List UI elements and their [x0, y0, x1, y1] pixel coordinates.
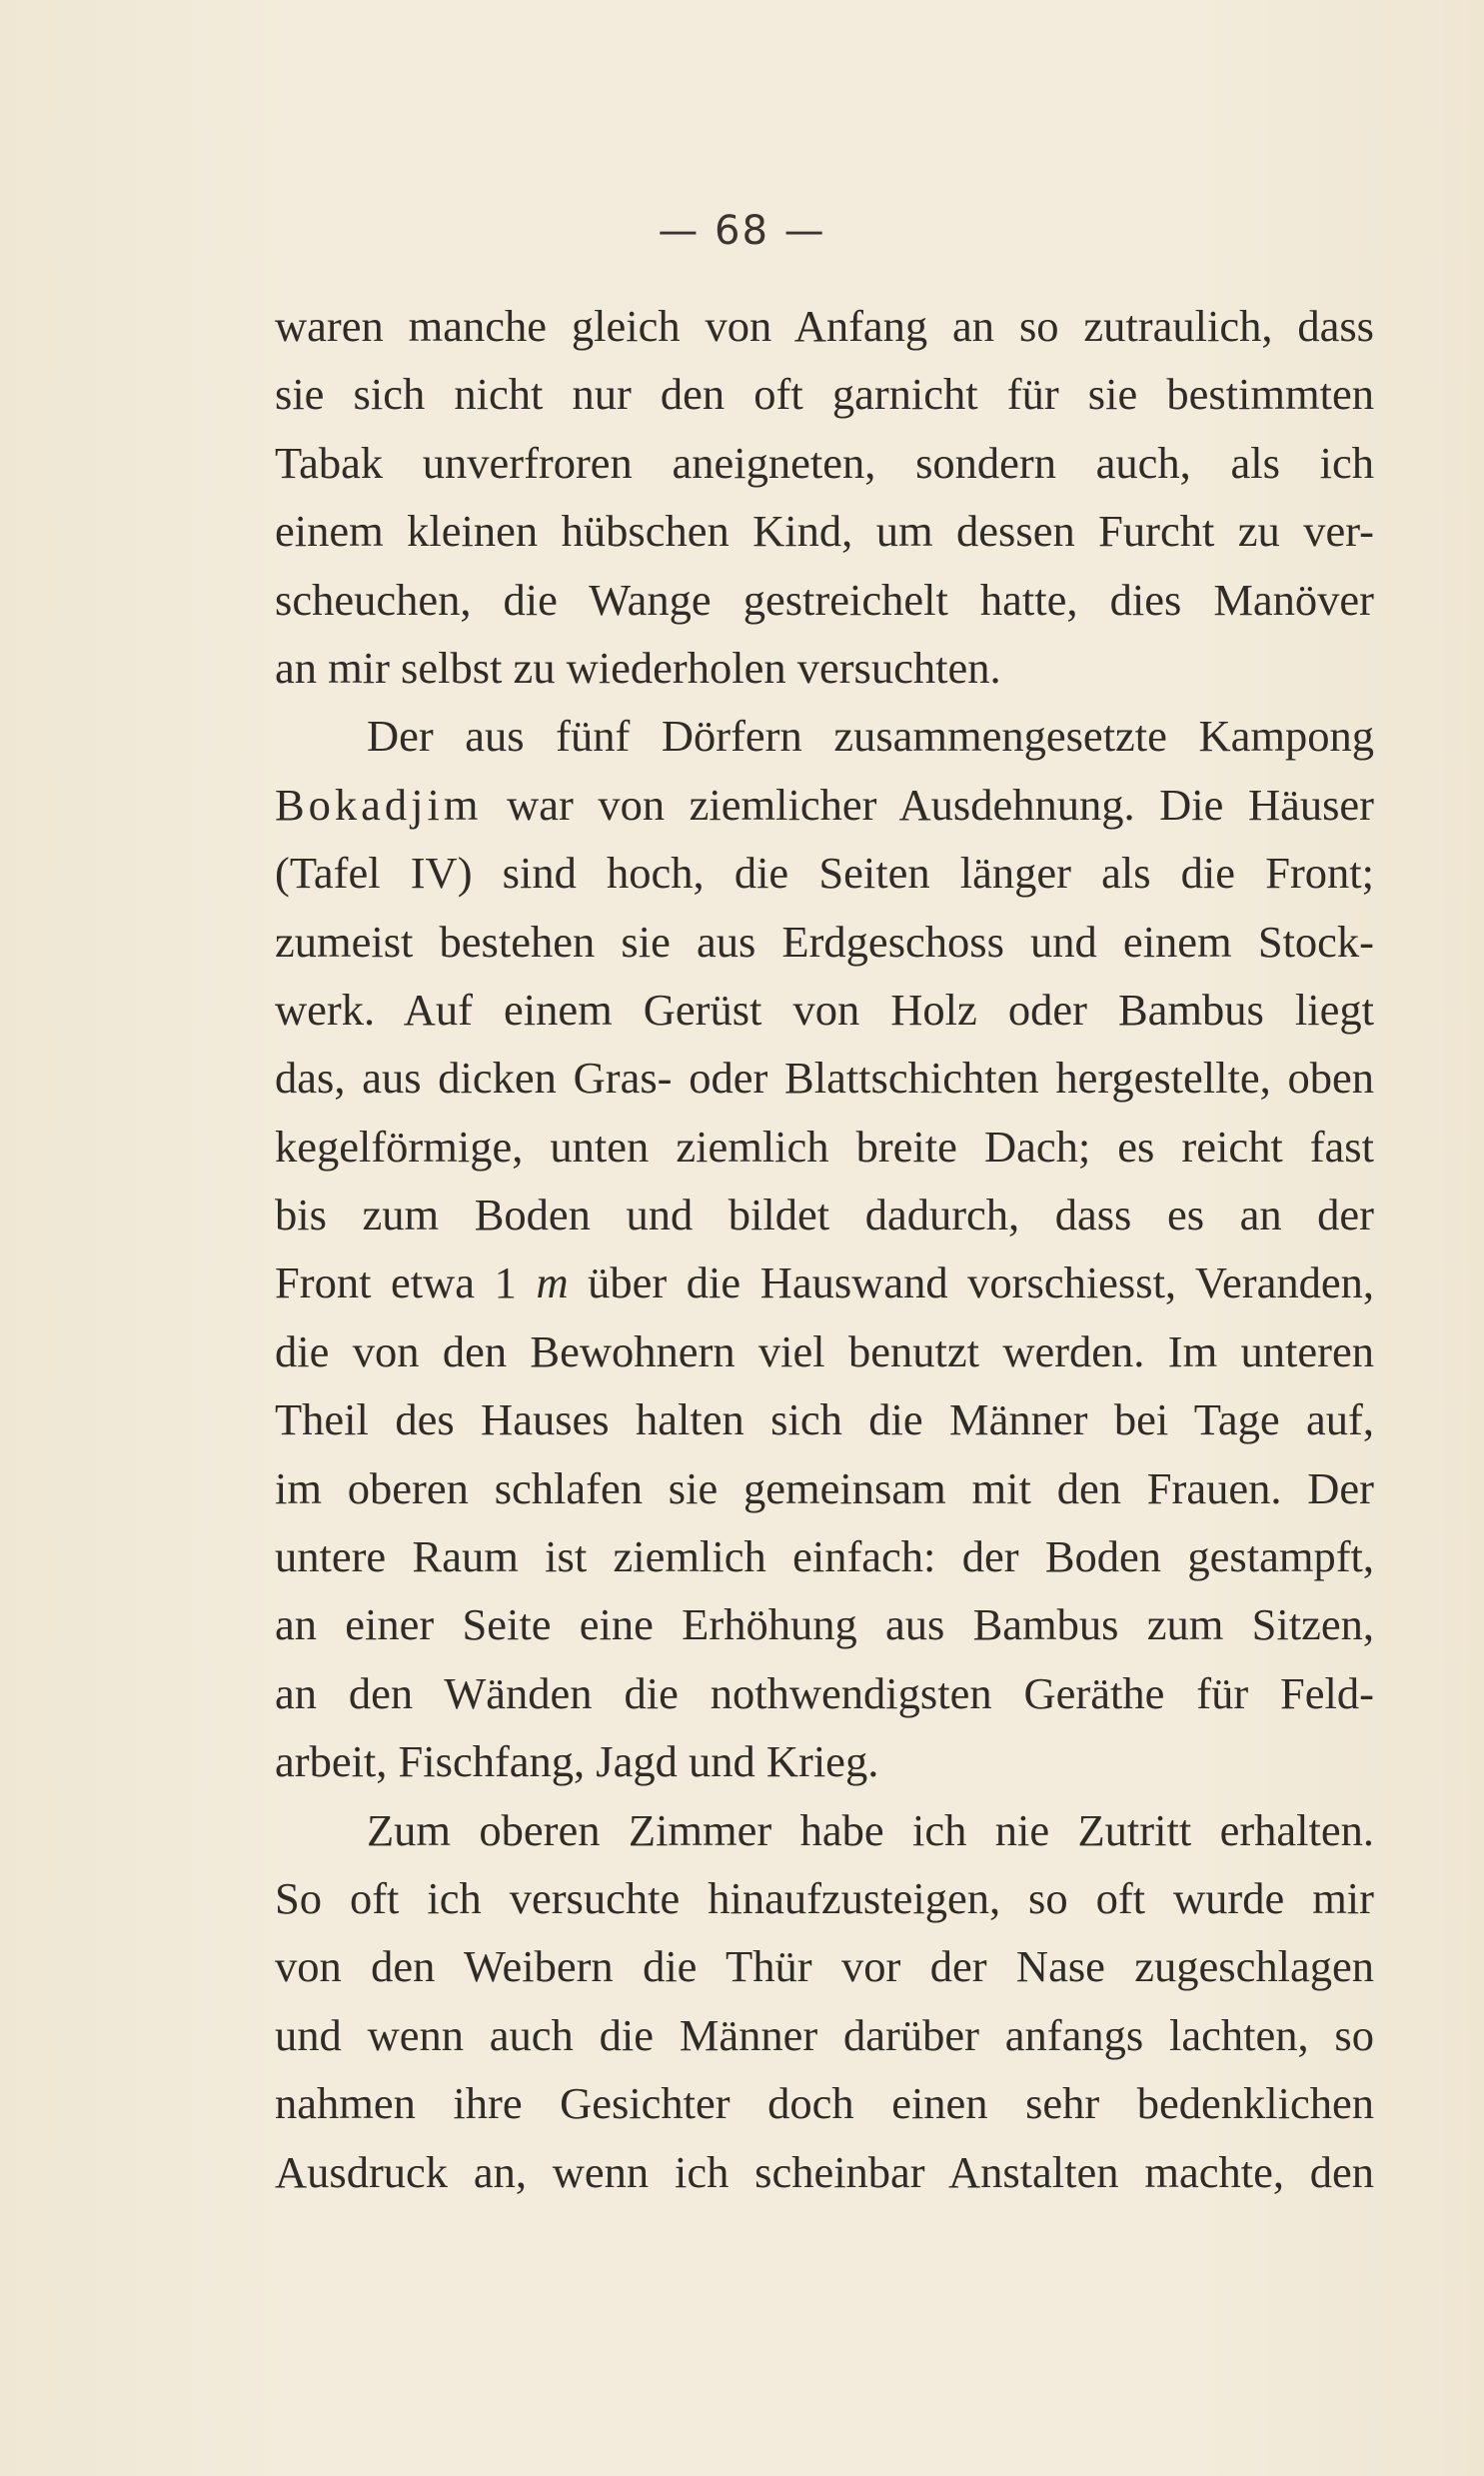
line-rest: war von ziemlicher Ausdehnung. Die Häuser [482, 779, 1374, 830]
text-line [275, 771, 1374, 839]
text-line: bis zum Boden und bildet dadurch, dass es an der [275, 1190, 1374, 1240]
text-line: scheuchen, die Wange gestreichelt hatte, dies Manöver [275, 574, 1374, 625]
text-line: Zum oberen Zimmer habe ich nie Zutritt erhalten. [367, 1804, 1374, 1855]
text-line: im oberen schlafen sie gemeinsam mit den Frauen. Der [275, 1462, 1374, 1513]
text-line: das, aus dicken Gras- oder Blattschichten hergestellte, oben [275, 1053, 1374, 1104]
text-line: zumeist bestehen sie aus Erdgeschoss und einem Stock- [275, 916, 1374, 967]
text-line: Ausdruck an, wenn ich scheinbar Anstalten machte, den [275, 2146, 1374, 2197]
spaced-word: Bokadjim [275, 779, 483, 830]
text-line: einem kleinen hübschen Kind, um dessen Furcht zu ver- [275, 506, 1374, 557]
text-line: die von den Bewohnern viel benutzt werden. Im unteren [275, 1325, 1374, 1376]
text-line: waren manche gleich von Anfang an so zutraulich, dass [275, 301, 1374, 351]
text-line: nahmen ihre Gesichter doch einen sehr bedenklichen [275, 2078, 1374, 2129]
text-line: untere Raum ist ziemlich einfach: der Boden gestampft, [275, 1531, 1374, 1582]
page-number: — 68 — [658, 208, 826, 254]
italic-unit: m [536, 1257, 569, 1308]
text-line: So oft ich versuchte hinaufzusteigen, so oft wurde mir [275, 1872, 1374, 1923]
text-line: Der aus fünf Dörfern zusammengesetzte Kampong [367, 711, 1374, 762]
body-text [275, 292, 1374, 2206]
text-line: Tabak unverfroren aneigneten, sondern auch, als ich [275, 437, 1374, 488]
text-line: werk. Auf einem Gerüst von Holz oder Bambus liegt [275, 984, 1374, 1035]
line-part: Front etwa 1 [275, 1257, 537, 1308]
text-line: Theil des Hauses halten sich die Männer bei Tage auf, [275, 1394, 1374, 1445]
text-line: an einer Seite eine Erhöhung aus Bambus zum Sitzen, [275, 1599, 1374, 1650]
line-part: über die Hauswand vorschiesst, Veranden, [568, 1257, 1374, 1308]
text-line: und wenn auch die Männer darüber anfangs lachten, so [275, 2009, 1374, 2060]
text-line: an mir selbst zu wiederholen versuchten. [275, 642, 1001, 693]
text-line: kegelförmige, unten ziemlich breite Dach; es reicht fast [275, 1121, 1374, 1172]
text-line: von den Weibern die Thür vor der Nase zugeschlagen [275, 1941, 1374, 1992]
text-line [275, 1248, 1374, 1316]
text-line: arbeit, Fischfang, Jagd und Krieg. [275, 1736, 879, 1787]
text-line: sie sich nicht nur den oft garnicht für sie bestimmten [275, 369, 1374, 420]
text-line: an den Wänden die nothwendigsten Geräthe für Feld- [275, 1667, 1374, 1718]
text-line: (Tafel IV) sind hoch, die Seiten länger als die Front; [275, 848, 1374, 899]
